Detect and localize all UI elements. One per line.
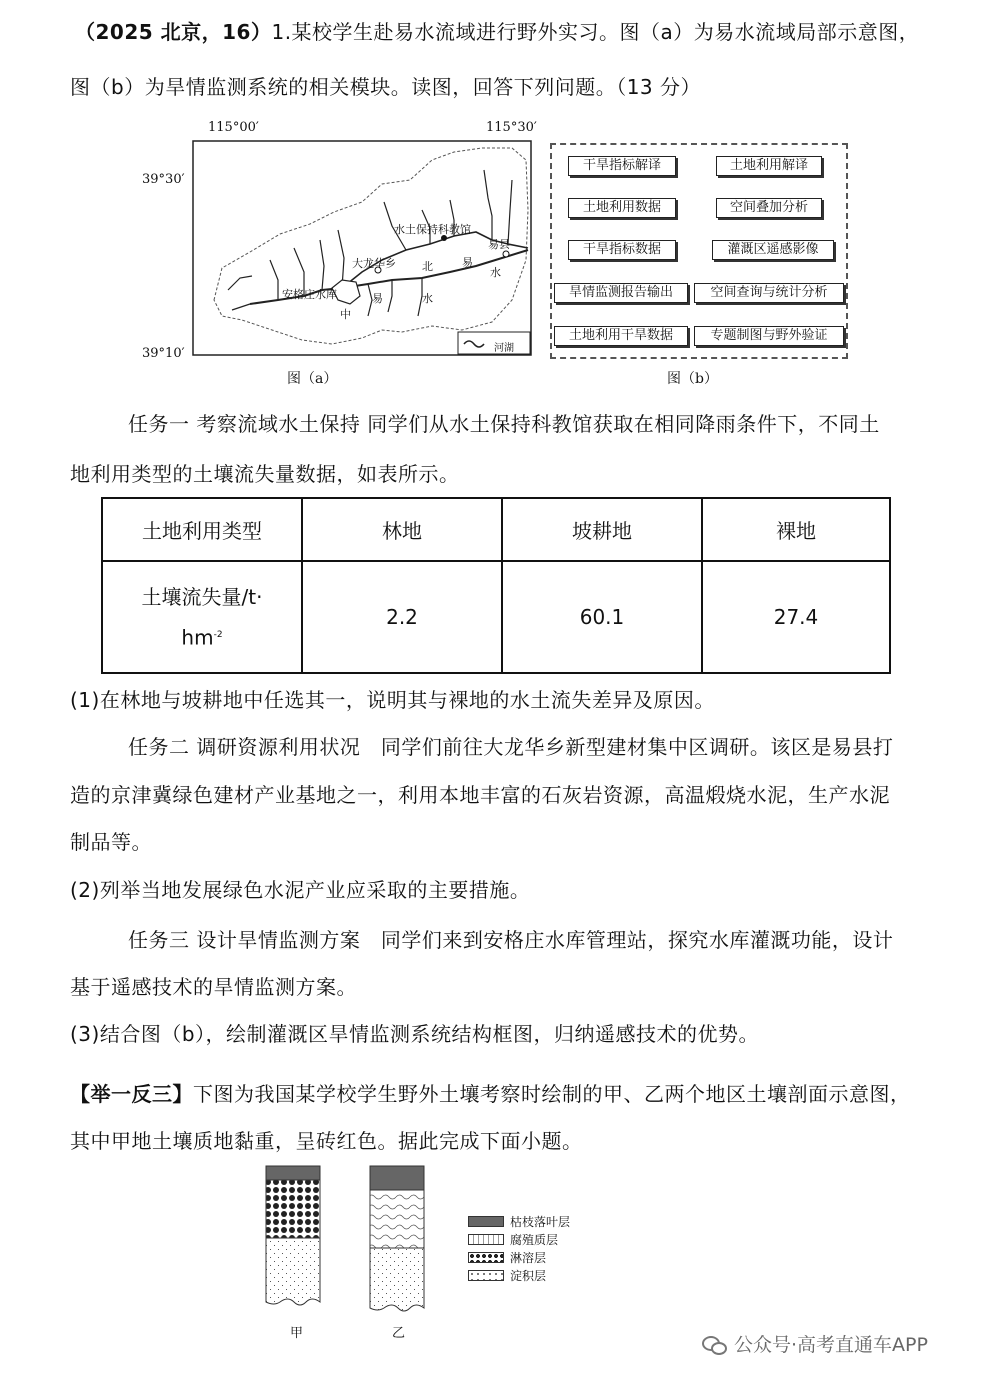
extension-tag: 【举一反三】 [70,1082,193,1106]
legend-rivers-lakes: 河湖 [494,343,514,354]
watermark-text: 公众号·高考直通车APP [734,1334,928,1356]
question-source: （2025 北京，16） [75,20,272,44]
table-header-row [102,498,890,561]
map-drawing [192,140,532,356]
place-bei: 北 [422,260,433,273]
legend-litter [468,1213,570,1230]
humus-swatch-icon [468,1234,504,1245]
legend-deposition-label: 淀积层 [510,1269,547,1283]
lat-label-bottom: 39°10′ [142,346,185,361]
legend-humus [468,1231,558,1248]
table-header-cell: 林地 [302,498,502,561]
wechat-icon [702,1334,726,1354]
deposition-swatch-icon [468,1270,504,1281]
module-4: 空间叠加分析 [716,198,822,218]
place-shui1: 水 [490,266,501,279]
question-intro: 1.某校学生赴易水流域进行野外实习。图（a）为易水流域局部示意图， [271,20,920,44]
legend-leaching [468,1249,546,1266]
table-header-cell: 坡耕地 [502,498,702,561]
watermark [702,1330,928,1357]
litter-swatch-icon [468,1216,504,1227]
table-cell: 2.2 [302,561,502,673]
table-row [102,561,890,673]
legend-litter-label: 枯枝落叶层 [510,1215,571,1229]
profile-label-a: 甲 [290,1326,304,1341]
task1-line-2: 地利用类型的土壤流失量数据，如表所示。 [70,462,460,486]
module-8: 空间查询与统计分析 [694,283,844,303]
lon-label-right: 115°30′ [486,120,537,135]
row-label-line-1: 土壤流失量/t· [141,584,263,609]
leaching-swatch-icon [468,1252,504,1263]
place-reservoir: 安格庄水库 [282,288,337,301]
figure-a [140,118,540,388]
question-line-2: 图（b）为旱情监测系统的相关模块。读图，回答下列问题。（13 分） [70,75,702,99]
table-cell: 60.1 [502,561,702,673]
place-yi2: 易 [372,292,383,305]
module-3: 土地利用数据 [568,198,676,218]
extension-line-1 [70,1082,911,1106]
module-10: 专题制图与野外验证 [694,326,844,346]
legend-humus-label: 腐殖质层 [510,1233,559,1247]
soil-profiles [256,1162,436,1320]
soil-loss-table [101,497,891,674]
module-5: 干旱指标数据 [568,240,676,260]
caption-a: 图（a） [287,371,338,387]
lon-label-left: 115°00′ [208,120,259,135]
table-row-label [102,561,302,673]
task2-line-2: 造的京津冀绿色建材产业基地之一，利用本地丰富的石灰岩资源，高温煅烧水泥，生产水泥 [70,783,890,807]
place-museum: 水土保持科教馆 [394,223,471,236]
extension-line-2: 其中甲地土壤质地黏重，呈砖红色。据此完成下面小题。 [70,1129,583,1153]
place-dalonghua: 大龙华乡 [352,257,396,270]
table-cell: 27.4 [702,561,890,673]
task2-line-1: 任务二 调研资源利用状况 同学们前往大龙华乡新型建材集中区调研。该区是易县打 [128,735,894,759]
place-shui2: 水 [422,292,433,305]
module-9: 土地利用干旱数据 [554,326,688,346]
row-label-line-2: hm [181,625,214,650]
profile-label-b: 乙 [392,1326,406,1341]
place-zhong: 中 [340,308,351,321]
task1-line-1: 任务一 考察流域水土保持 同学们从水土保持科教馆获取在相同降雨条件下，不同土 [128,412,880,436]
table-header-cell: 裸地 [702,498,890,561]
caption-b: 图（b） [667,371,718,387]
module-7: 旱情监测报告输出 [554,283,688,303]
row-label-sup: -2 [213,629,223,640]
place-yi1: 易 [462,256,473,269]
module-6: 灌溉区遥感影像 [712,240,834,260]
lat-label-top: 39°30′ [142,172,185,187]
question-3: (3)结合图（b），绘制灌溉区旱情监测系统结构框图，归纳遥感技术的优势。 [70,1022,760,1046]
question-line-1 [75,20,919,44]
extension-intro: 下图为我国某学校学生野外土壤考察时绘制的甲、乙两个地区土壤剖面示意图， [193,1082,911,1106]
legend-leaching-label: 淋溶层 [510,1251,547,1265]
task2-line-3: 制品等。 [70,830,152,854]
module-1: 干旱指标解译 [568,156,676,176]
task3-line-2: 基于遥感技术的旱情监测方案。 [70,975,357,999]
place-yixian: 易县 [488,238,510,251]
table-header-cell: 土地利用类型 [102,498,302,561]
question-1: (1)在林地与坡耕地中任选其一，说明其与裸地的水土流失差异及原因。 [70,688,715,712]
legend-deposition [468,1267,546,1284]
question-2: (2)列举当地发展绿色水泥产业应采取的主要措施。 [70,878,531,902]
module-2: 土地利用解译 [716,156,822,176]
task3-line-1: 任务三 设计旱情监测方案 同学们来到安格庄水库管理站，探究水库灌溉功能，设计 [128,928,894,952]
